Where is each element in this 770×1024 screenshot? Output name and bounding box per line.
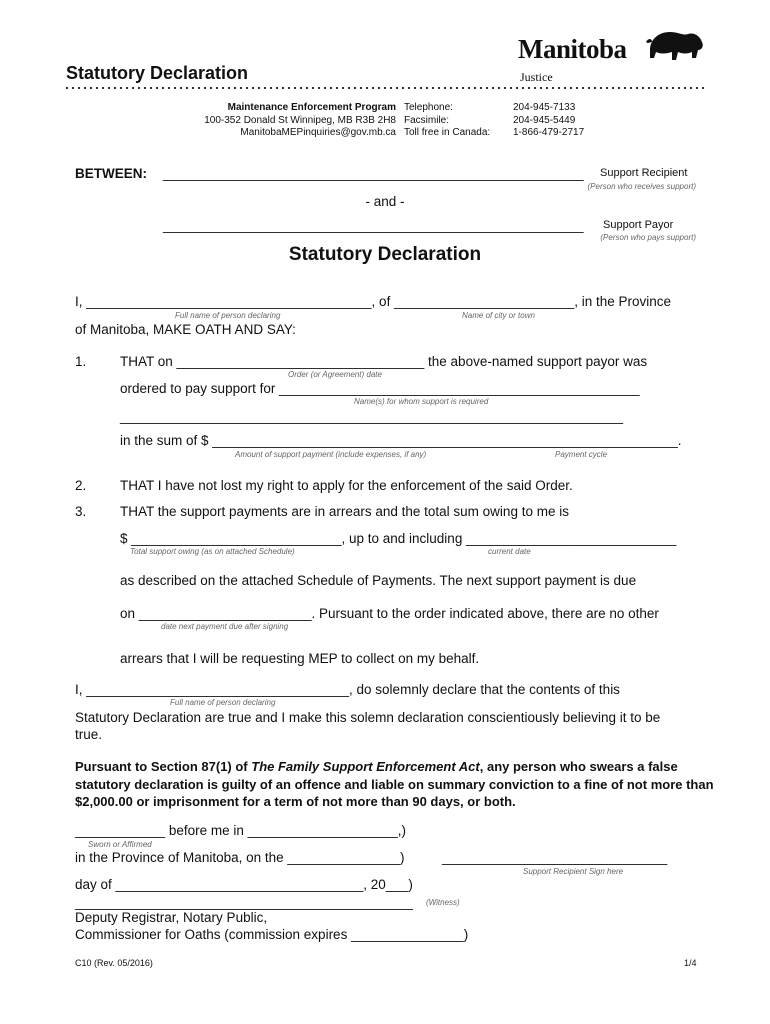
recipient-name-field[interactable]: ________________________________________________________: [163, 166, 584, 181]
manitoba-logo: [518, 28, 708, 88]
clause-3-text: THAT the support payments are in arrears and the total sum owing to me is: [120, 504, 569, 519]
order-date-line[interactable]: THAT on _________________________________ the above-named support payor was: [120, 354, 648, 369]
arrears-total-hint: Total support owing (as on attached Schedule): [130, 547, 295, 556]
commission-expiry-line[interactable]: Commissioner for Oaths (commission expires _______________): [75, 927, 469, 942]
arrears-collect-line: arrears that I will be requesting MEP to collect on my behalf.: [120, 651, 480, 666]
support-recipient-label: Support Recipient: [600, 167, 688, 179]
support-for-hint: Name(s) for whom support is required: [354, 397, 489, 406]
telephone-label: Telephone:: [404, 102, 453, 113]
signature-hint: Support Recipient Sign here: [523, 867, 624, 876]
between-label: BETWEEN:: [75, 166, 147, 181]
recipient-hint: (Person who receives support): [587, 182, 696, 191]
page-title: Statutory Declaration: [288, 244, 482, 265]
day-line[interactable]: day of _________________________________, 20___): [75, 877, 413, 892]
warning-before: Pursuant to Section 87(1) of: [75, 759, 252, 774]
form-code: C10 (Rev. 05/2016): [75, 958, 153, 968]
sum-line[interactable]: in the sum of $ ______________________________________________________________.: [120, 433, 682, 448]
program-address: 100-352 Donald St Winnipeg, MB R3B 2H8: [204, 114, 396, 126]
witness-signature-field[interactable]: _____________________________________________: [75, 895, 413, 910]
and-separator: - and -: [365, 194, 405, 209]
solemn-name-hint: Full name of person declaring: [170, 698, 276, 707]
next-payment-line[interactable]: on _______________________. Pursuant to the order indicated above, there are no other: [120, 606, 659, 621]
tollfree-label: Toll free in Canada:: [404, 127, 491, 138]
declarant-line[interactable]: I, ______________________________________, of ________________________, in the Province: [75, 294, 672, 309]
contact-values: [513, 102, 584, 140]
facsimile-value: 204-945-5449: [513, 114, 576, 126]
warning-after: , any person who swears a false statutory declaration is guilty of an offence and liable on summary conviction to a fine of not more than $2,000.00 or imprisonment for a term of not more than 90 days, or both.: [75, 759, 714, 809]
arrears-total-line[interactable]: $ ____________________________, up to and including ____________________________: [120, 531, 677, 546]
declarant-line-2: of Manitoba, MAKE OATH AND SAY:: [75, 322, 296, 337]
declarant-city-hint: Name of city or town: [462, 311, 535, 320]
bison-icon: [644, 28, 706, 66]
witness-hint: (Witness): [426, 898, 460, 907]
legal-warning: [75, 758, 715, 811]
payor-name-field[interactable]: ________________________________________________________: [163, 218, 584, 233]
facsimile-label: Facsimile:: [404, 114, 450, 126]
tollfree-value: 1-866-479-2717: [513, 127, 585, 138]
contact-labels: [404, 102, 490, 140]
telephone-value: 204-945-7133: [513, 102, 576, 113]
support-for-line-2[interactable]: ___________________________________________________________________: [120, 409, 624, 424]
solemn-text: Statutory Declaration are true and I make this solemn declaration conscientiously believing it to be true.: [75, 710, 661, 742]
payor-hint: (Person who pays support): [600, 233, 696, 242]
payment-cycle-hint: Payment cycle: [555, 450, 608, 459]
sworn-line[interactable]: ____________ before me in ____________________,): [75, 823, 407, 838]
solemn-line[interactable]: I, ___________________________________, do solemnly declare that the contents of this: [75, 682, 620, 697]
commissioner-title: Deputy Registrar, Notary Public,: [75, 910, 268, 925]
support-for-line[interactable]: ordered to pay support for ________________________________________________: [120, 381, 640, 396]
schedule-line: as described on the attached Schedule of Payments. The next support payment is due: [120, 573, 637, 588]
current-date-hint: current date: [488, 547, 531, 556]
page-number: 1/4: [684, 958, 697, 968]
clause-2-number: 2.: [75, 478, 87, 493]
next-payment-hint: date next payment due after signing: [161, 622, 289, 631]
program-name: Maintenance Enforcement Program: [227, 102, 396, 113]
order-date-hint: Order (or Agreement) date: [288, 370, 382, 379]
recipient-signature-field[interactable]: ______________________________: [442, 850, 668, 865]
clause-2-text: THAT I have not lost my right to apply for the enforcement of the said Order.: [120, 478, 573, 493]
province-date-line[interactable]: in the Province of Manitoba, on the _______________): [75, 850, 405, 865]
logo-subtext: Justice: [520, 70, 553, 84]
logo-wordmark: Manitoba: [518, 34, 627, 64]
program-email: ManitobaMEPinquiries@gov.mb.ca: [240, 127, 396, 138]
form-header-title: Statutory Declaration: [66, 63, 249, 83]
sworn-hint: Sworn or Affirmed: [88, 840, 152, 849]
declarant-name-hint: Full name of person declaring: [175, 311, 281, 320]
clause-3-number: 3.: [75, 504, 87, 519]
warning-act-name: The Family Support Enforcement Act: [251, 759, 480, 774]
clause-1-number: 1.: [75, 354, 87, 369]
program-info: [150, 102, 396, 140]
support-payor-label: Support Payor: [603, 219, 674, 231]
sum-hint: Amount of support payment (include expenses, if any): [235, 450, 427, 459]
header-divider: [64, 86, 704, 90]
